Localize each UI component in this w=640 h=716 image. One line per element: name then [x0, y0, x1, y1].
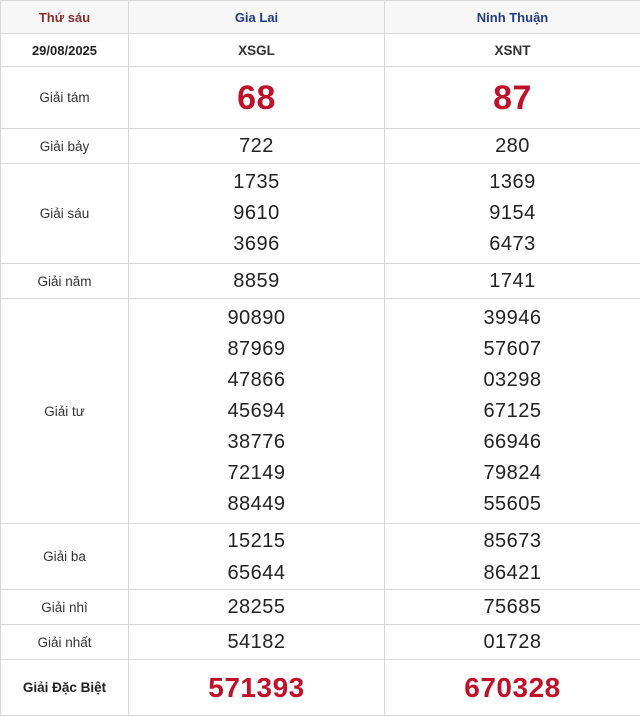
- prize-number: 8859: [129, 266, 384, 297]
- prize-7-ninh-thuan: [385, 129, 640, 164]
- header-province-gia-lai: Gia Lai: [129, 1, 385, 34]
- prize-1-ninh-thuan: [385, 625, 640, 660]
- prize-3-ninh-thuan: [385, 524, 640, 590]
- prize-number: 01728: [385, 627, 640, 658]
- province-code-ninh-thuan: XSNT: [385, 34, 640, 67]
- prize-number: 15215: [129, 525, 384, 557]
- prize-8-ninh-thuan: [385, 67, 640, 129]
- prize-label-5: Giải năm: [1, 264, 129, 299]
- prize-number: 571393: [129, 666, 384, 710]
- prize-label-3: Giải ba: [1, 524, 129, 590]
- table-row-prize-5: [1, 264, 640, 299]
- prize-number: 3696: [129, 229, 384, 260]
- table-row-prize-8: [1, 67, 640, 129]
- prize-7-gia-lai: [129, 129, 385, 164]
- prize-number: 28255: [129, 592, 384, 623]
- prize-number: 670328: [385, 666, 640, 710]
- province-code-gia-lai: XSGL: [129, 34, 385, 67]
- table-row-prize-2: [1, 590, 640, 625]
- prize-number: 54182: [129, 627, 384, 658]
- table-row-prize-6: [1, 164, 640, 264]
- prize-label-7: Giải bảy: [1, 129, 129, 164]
- header-province-ninh-thuan: Ninh Thuận: [385, 1, 640, 34]
- prize-6-ninh-thuan: [385, 164, 640, 264]
- prize-number: 45694: [129, 396, 384, 427]
- prize-special-gia-lai: [129, 660, 385, 716]
- table-row-prize-1: [1, 625, 640, 660]
- prize-number: 87969: [129, 334, 384, 365]
- prize-number: 86421: [385, 557, 640, 589]
- prize-number: 1741: [385, 266, 640, 297]
- prize-number: 57607: [385, 334, 640, 365]
- prize-number: 9154: [385, 198, 640, 229]
- prize-number: 67125: [385, 396, 640, 427]
- prize-number: 75685: [385, 592, 640, 623]
- prize-4-gia-lai: [129, 299, 385, 524]
- prize-number: 1369: [385, 167, 640, 198]
- prize-5-ninh-thuan: [385, 264, 640, 299]
- prize-label-special: Giải Đặc Biệt: [1, 660, 129, 716]
- prize-number: 03298: [385, 365, 640, 396]
- prize-5-gia-lai: [129, 264, 385, 299]
- prize-number: 47866: [129, 365, 384, 396]
- prize-number: 66946: [385, 427, 640, 458]
- prize-1-gia-lai: [129, 625, 385, 660]
- prize-number: 88449: [129, 489, 384, 520]
- table-row-prize-special: [1, 660, 640, 716]
- prize-number: 39946: [385, 303, 640, 334]
- prize-number: 280: [385, 131, 640, 162]
- prize-2-gia-lai: [129, 590, 385, 625]
- table-body: [1, 34, 640, 716]
- prize-number: 79824: [385, 458, 640, 489]
- prize-number: 6473: [385, 229, 640, 260]
- prize-label-6: Giải sáu: [1, 164, 129, 264]
- prize-number: 722: [129, 131, 384, 162]
- subheader-row: [1, 34, 640, 67]
- prize-number: 1735: [129, 167, 384, 198]
- table-header: [1, 1, 640, 34]
- prize-number: 9610: [129, 198, 384, 229]
- header-day-label: Thứ sáu: [1, 1, 129, 34]
- prize-label-4: Giải tư: [1, 299, 129, 524]
- table-row-prize-4: [1, 299, 640, 524]
- prize-6-gia-lai: [129, 164, 385, 264]
- prize-4-ninh-thuan: [385, 299, 640, 524]
- prize-number: 55605: [385, 489, 640, 520]
- prize-8-gia-lai: [129, 67, 385, 129]
- prize-number: 85673: [385, 525, 640, 557]
- table-row-prize-7: [1, 129, 640, 164]
- table-row-prize-3: [1, 524, 640, 590]
- prize-number: 38776: [129, 427, 384, 458]
- prize-label-8: Giải tám: [1, 67, 129, 129]
- prize-number: 65644: [129, 557, 384, 589]
- prize-label-1: Giải nhất: [1, 625, 129, 660]
- prize-2-ninh-thuan: [385, 590, 640, 625]
- prize-number: 90890: [129, 303, 384, 334]
- prize-label-2: Giải nhì: [1, 590, 129, 625]
- prize-number: 87: [385, 73, 640, 123]
- prize-number: 68: [129, 73, 384, 123]
- prize-3-gia-lai: [129, 524, 385, 590]
- prize-number: 72149: [129, 458, 384, 489]
- draw-date: 29/08/2025: [1, 34, 129, 67]
- prize-special-ninh-thuan: [385, 660, 640, 716]
- header-row: [1, 1, 640, 34]
